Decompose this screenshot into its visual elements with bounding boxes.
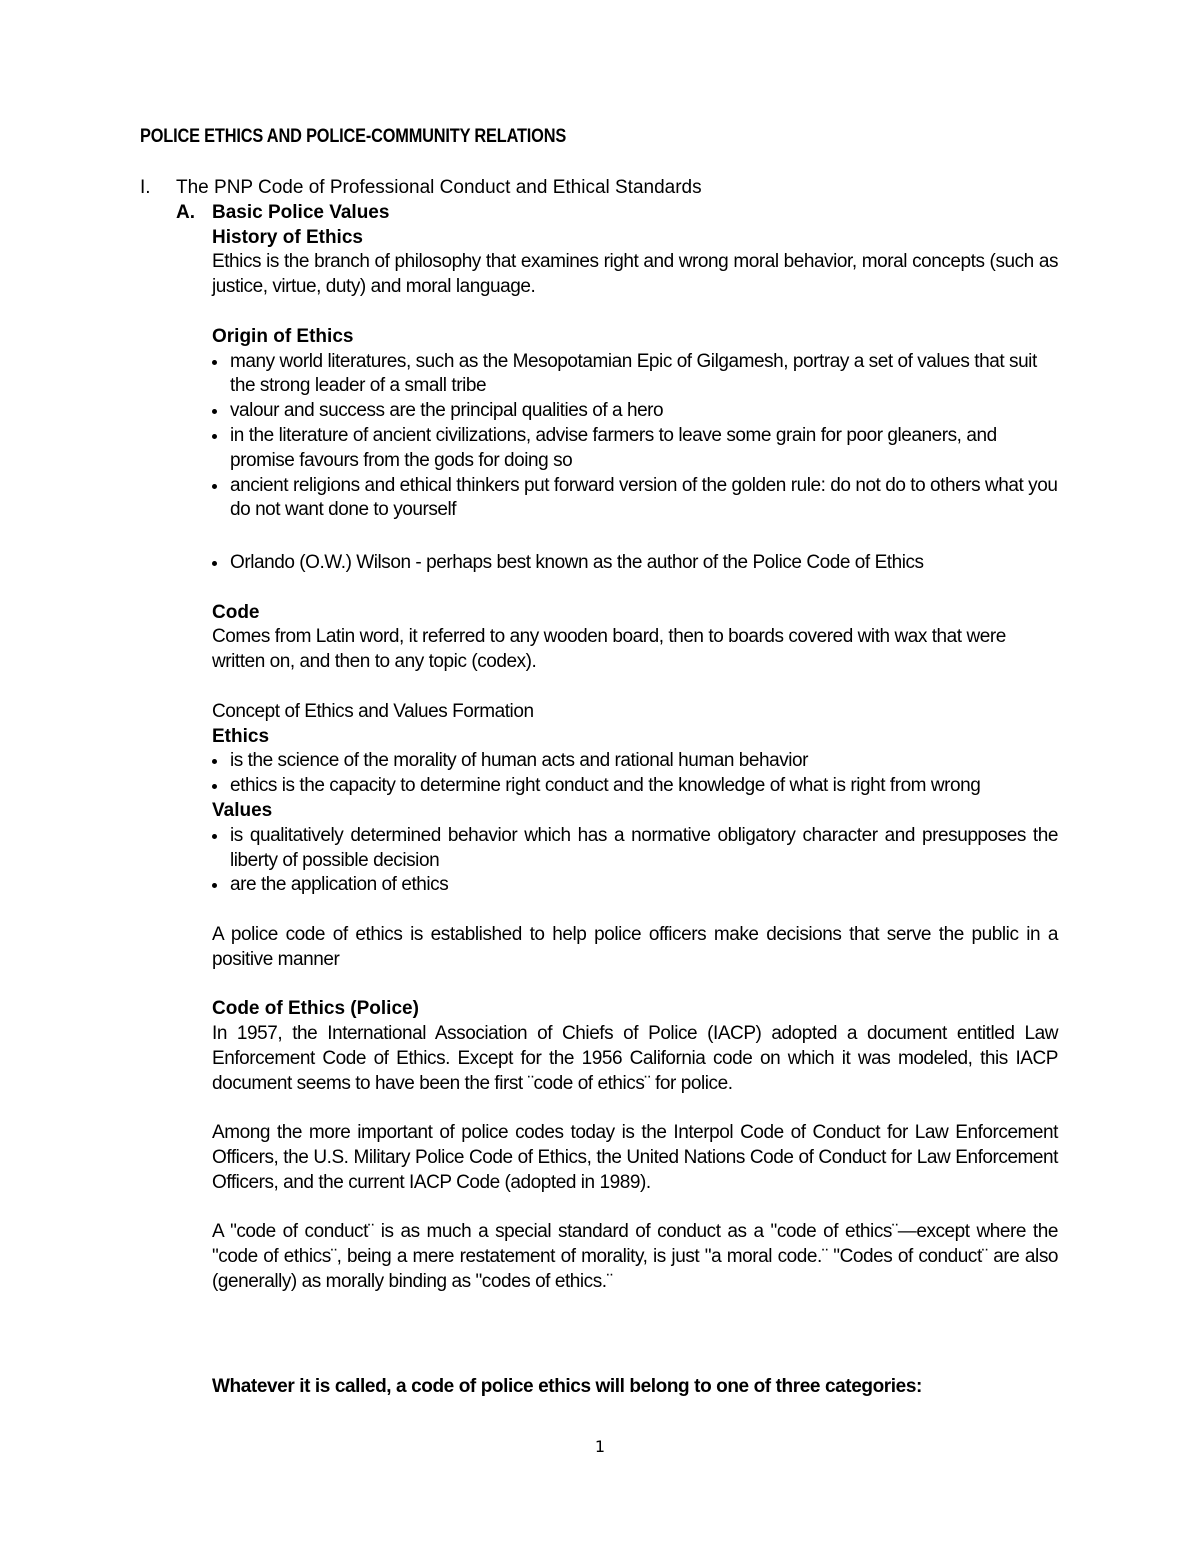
ethics-bullet-list [212,749,1058,799]
code-heading: Code [212,601,260,623]
bullet-icon [212,834,217,839]
section-a-letter: A. [176,201,195,223]
code-of-ethics-police-heading: Code of Ethics (Police) [212,998,419,1020]
concept-heading: Concept of Ethics and Values Formation [212,700,534,722]
page-number: 1 [594,1437,606,1456]
bullet-icon [212,784,217,789]
list-item: Orlando (O.W.) Wilson - perhaps best known as the author of the Police Code of Ethics [212,551,1058,576]
iacp-paragraph: In 1957, the International Association of Chiefs of Police (IACP) adopted a document entitled Law Enforcement Code of Ethics. Except for the 1956 California code on which it was modeled, this IACP document seems to have been the first ¨code of ethics¨ for police. [212,1023,1058,1094]
police-code-paragraph: A police code of ethics is established to help police officers make decisions that serve the public in a positive manner [212,923,1058,970]
origin-bullet-list [212,350,1058,524]
bullet-icon [212,561,217,566]
ethics-heading: Ethics [212,725,270,747]
list-item: ancient religions and ethical thinkers put forward version of the golden rule: do not do to others what you do not want done to yourself [212,474,1058,524]
bullet-icon [212,883,217,888]
history-heading: History of Ethics [212,226,363,248]
list-item: valour and success are the principal qualities of a hero [212,399,1058,424]
values-bullet-list [212,824,1058,898]
bullet-icon [212,409,217,414]
list-item: ethics is the capacity to determine right conduct and the knowledge of what is right from wrong [212,774,1058,799]
categories-statement: Whatever it is called, a code of police ethics will belong to one of three categories: [212,1376,922,1397]
police-codes-paragraph: Among the more important of police codes today is the Interpol Code of Conduct for Law Enforcement Officers, the U.S. Military Police Code of Ethics, the United Nations Code of Conduct for Law Enforcement Officers, and the current IACP Code (adopted in 1989). [212,1122,1058,1193]
bullet-icon [212,434,217,439]
section-a-title: Basic Police Values [212,201,390,223]
history-body: Ethics is the branch of philosophy that examines right and wrong moral behavior, moral concepts (such as justice, virtue, duty) and moral language. [212,251,1058,298]
section-a [176,201,1058,226]
list-item: is the science of the morality of human acts and rational human behavior [212,749,1058,774]
values-heading: Values [212,799,273,821]
list-item: many world literatures, such as the Mesopotamian Epic of Gilgamesh, portray a set of values that suit the strong leader of a small tribe [212,350,1058,400]
list-item: are the application of ethics [212,873,1058,898]
code-of-conduct-paragraph: A "code of conduct¨ is as much a special standard of conduct as a "code of ethics¨—except where the "code of ethics¨, being a mere restatement of morality, is just "a moral code.¨ "Codes of conduct¨ are also (generally) as morally binding as "codes of ethics.¨ [212,1221,1058,1293]
list-item: in the literature of ancient civilizations, advise farmers to leave some grain for poor gleaners, and promise favours from the gods for doing so [212,424,1058,474]
document-title: POLICE ETHICS AND POLICE-COMMUNITY RELATIONS [140,126,567,147]
section-i-title: The PNP Code of Professional Conduct and Ethical Standards [176,177,702,198]
section-i [140,176,1058,201]
origin-heading: Origin of Ethics [212,325,354,347]
bullet-icon [212,759,217,764]
wilson-bullet-list [212,551,1058,576]
code-body: Comes from Latin word, it referred to any wooden board, then to boards covered with wax that were written on, and then to any topic (codex). [212,626,1006,673]
list-item: is qualitatively determined behavior which has a normative obligatory character and presupposes the liberty of possible decision [212,824,1058,874]
section-i-number: I. [140,177,151,198]
document-body [140,176,1058,1295]
bullet-icon [212,484,217,489]
bullet-icon [212,360,217,365]
